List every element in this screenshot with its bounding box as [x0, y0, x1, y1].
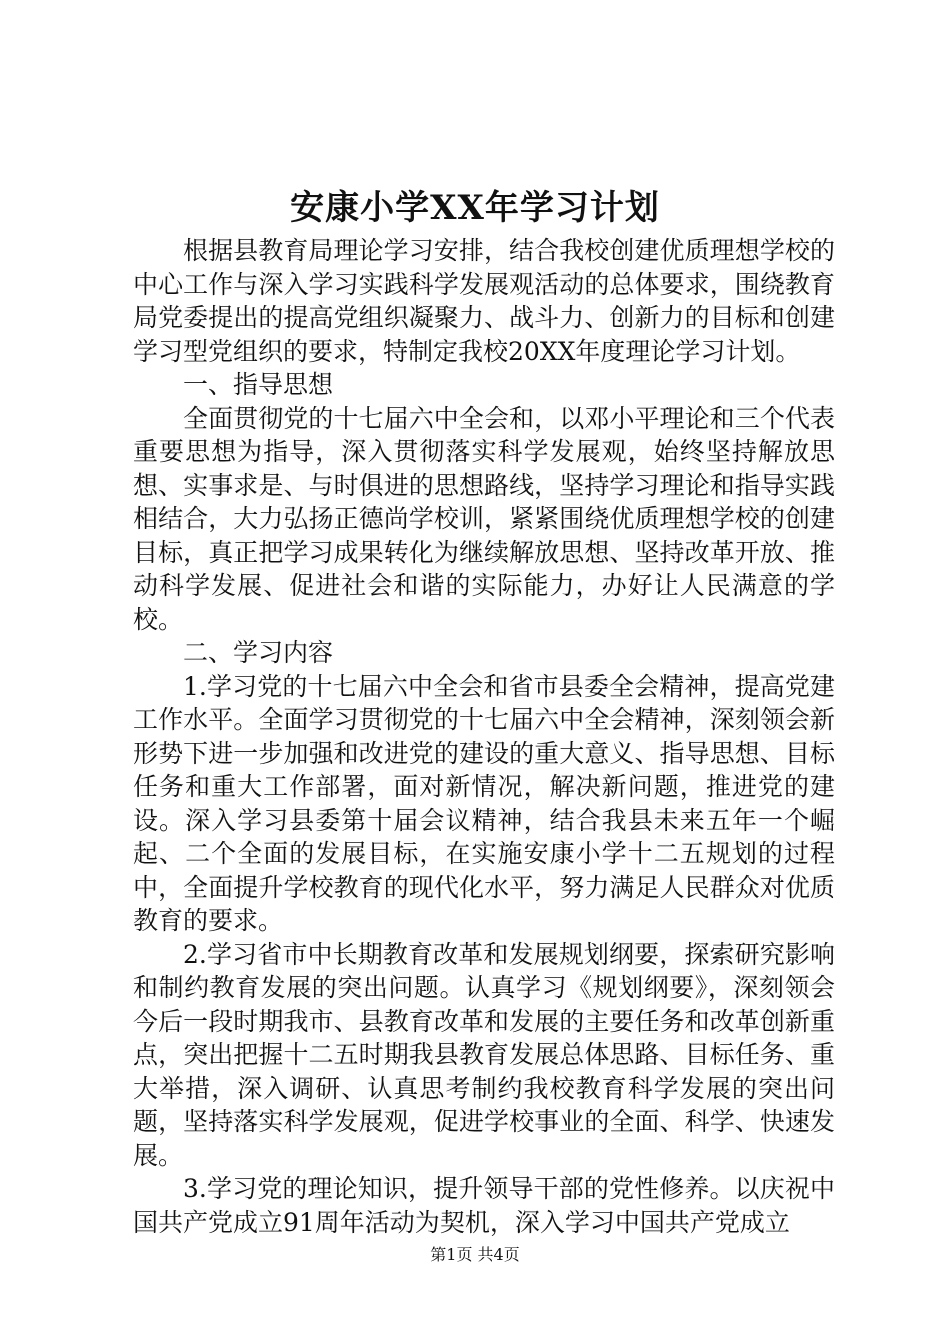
guiding-thought-paragraph: 全面贯彻党的十七届六中全会和，以邓小平理论和三个代表重要思想为指导，深入贯彻落实科学发展观，始终坚持解放思想、实事求是、与时俱进的思想路线，坚持学习理论和指导实践相结合，大力弘扬正德尚学校训，紧紧围绕优质理想学校的创建目标，真正把学习成果转化为继续解放思想、坚持改革开放、推动科学发展、促进社会和谐的实际能力，办好让人民满意的学校。 — [133, 403, 835, 634]
study-item-3: 3.学习党的理论知识，提升领导干部的党性修养。以庆祝中国共产党成立91周年活动为契机，深入学习中国共产党成立 — [133, 1174, 835, 1237]
section-heading-guiding-thought: 一、指导思想 — [183, 370, 334, 399]
study-item-2: 2.学习省市中长期教育改革和发展规划纲要，探索研究影响和制约教育发展的突出问题。认真学习《规划纲要》，深刻领会今后一段时期我市、县教育改革和发展的主要任务和改革创新重点，突出把握十二五时期我县教育发展总体思路、目标任务、重大举措，深入调研、认真思考制约我校教育科学发展的突出问题，坚持落实科学发展观，促进学校事业的全面、科学、快速发展。 — [133, 939, 835, 1170]
document-title: 安康小学XX年学习计划 — [290, 188, 660, 228]
intro-paragraph: 根据县教育局理论学习安排，结合我校创建优质理想学校的中心工作与深入学习实践科学发展观活动的总体要求，围绕教育局党委提出的提高党组织凝聚力、战斗力、创新力的目标和创建学习型党组织的要求，特制定我校20XX年度理论学习计划。 — [133, 236, 835, 366]
study-item-1: 1.学习党的十七届六中全会和省市县委全会精神，提高党建工作水平。全面学习贯彻党的十七届六中全会精神，深刻领会新形势下进一步加强和改进党的建设的重大意义、指导思想、目标任务和重大工作部署，面对新情况，解决新问题，推进党的建设。深入学习县委第十届会议精神，结合我县未来五年一个崛起、二个全面的发展目标，在实施安康小学十二五规划的过程中，全面提升学校教育的现代化水平，努力满足人民群众对优质教育的要求。 — [133, 671, 835, 935]
document-body — [133, 234, 835, 1239]
page-footer: 第1页 共4页 — [430, 1245, 520, 1264]
section-heading-study-content: 二、学习内容 — [183, 638, 334, 667]
